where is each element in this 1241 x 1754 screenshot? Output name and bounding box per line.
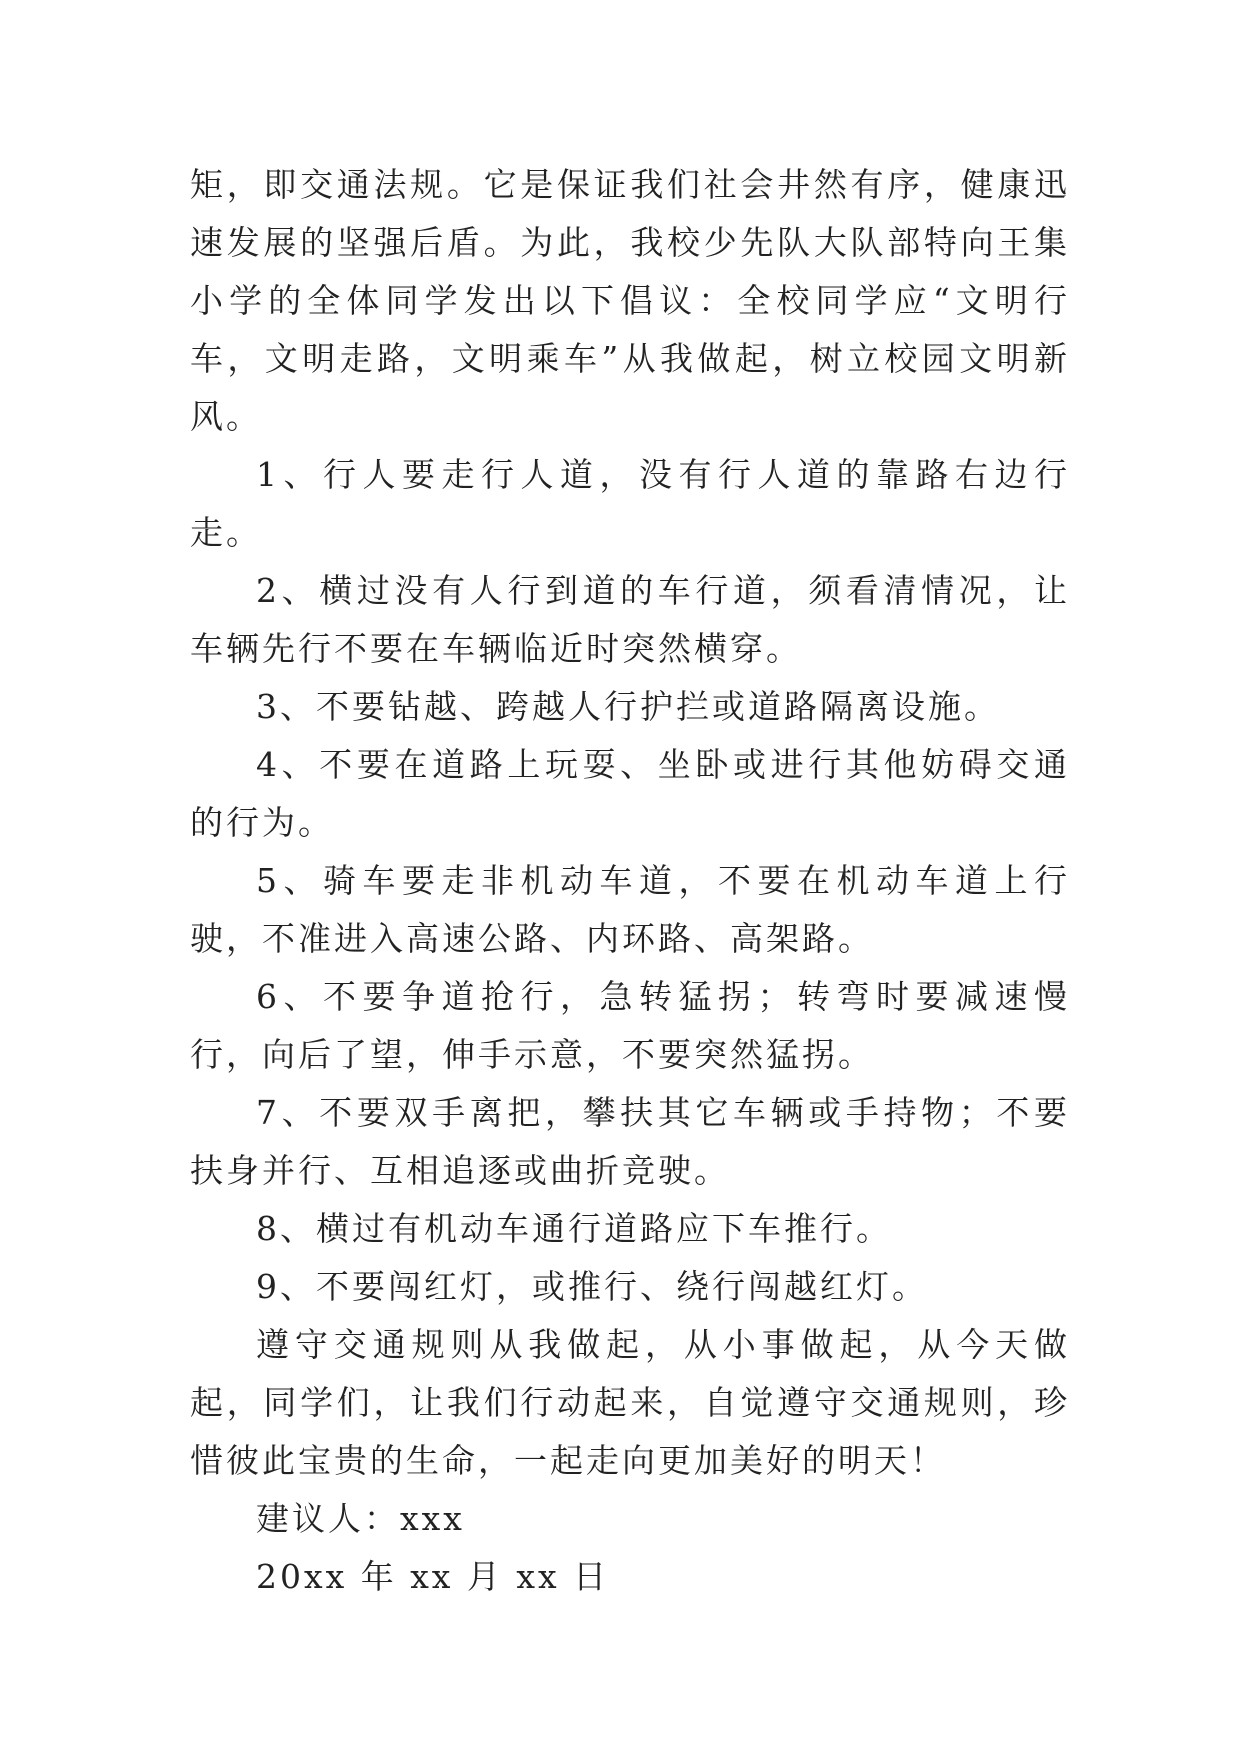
proposal-item-3: 3、不要钻越、跨越人行护拦或道路隔离设施。 [256,687,1000,726]
paragraph-intro-continuation: 矩，即交通法规。它是保证我们社会井然有序，健康迅速发展的坚强后盾。为此，我校少先队大队部特向王集小学的全体同学发出以下倡议：全校同学应“文明行车，文明走路，文明乘车”从我做起，树立校园文明新风。 [190,165,1070,436]
document-date: 20xx 年 xx 月 xx 日 [256,1557,610,1596]
proposal-item-5: 5、骑车要走非机动车道，不要在机动车道上行驶，不准进入高速公路、内环路、高架路。 [190,861,1070,958]
document-body [190,156,1070,1606]
proposal-item-2: 2、横过没有人行到道的车行道，须看清情况，让车辆先行不要在车辆临近时突然横穿。 [190,571,1070,668]
proposal-item-9: 9、不要闯红灯，或推行、绕行闯越红灯。 [256,1267,928,1306]
proposal-item-6: 6、不要争道抢行，急转猛拐；转弯时要减速慢行，向后了望，伸手示意，不要突然猛拐。 [190,977,1070,1074]
proposal-item-7: 7、不要双手离把，攀扶其它车辆或手持物；不要扶身并行、互相追逐或曲折竞驶。 [190,1093,1070,1190]
proposal-item-1: 1、行人要走行人道，没有行人道的靠路右边行走。 [190,455,1070,552]
proposal-item-4: 4、不要在道路上玩耍、坐卧或进行其他妨碍交通的行为。 [190,745,1070,842]
closing-paragraph: 遵守交通规则从我做起，从小事做起，从今天做起，同学们，让我们行动起来，自觉遵守交通规则，珍惜彼此宝贵的生命，一起走向更加美好的明天！ [190,1325,1070,1480]
proposal-item-8: 8、横过有机动车通行道路应下车推行。 [256,1209,892,1248]
proposer-signature: 建议人：xxx [256,1499,465,1538]
